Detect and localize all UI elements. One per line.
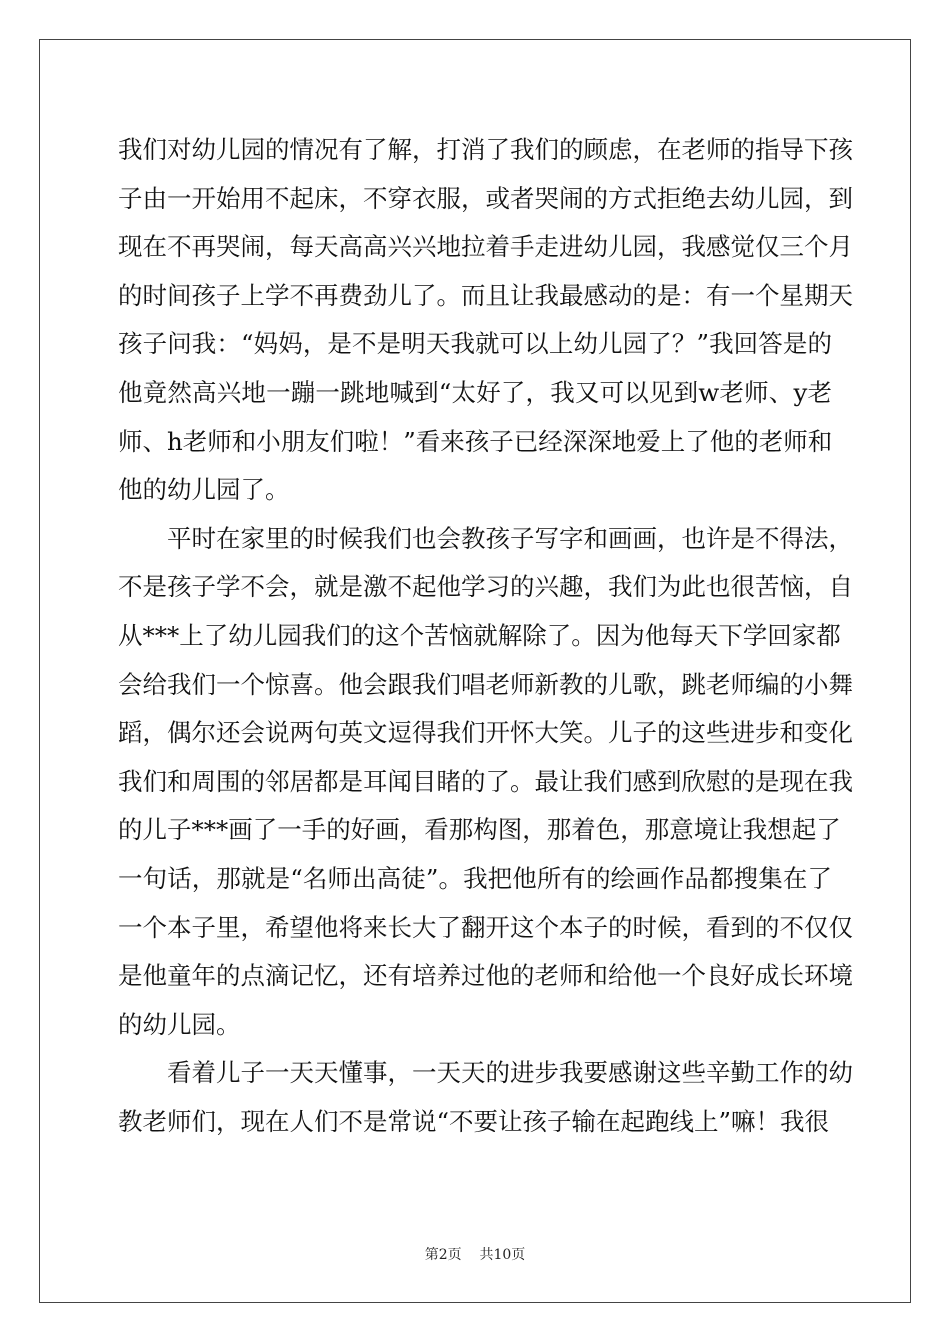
text-line: 会给我们一个惊喜。他会跟我们唱老师新教的儿歌，跳老师编的小舞 (118, 669, 853, 699)
text-line: 看着儿子一天天懂事，一天天的进步我要感谢这些辛勤工作的幼 (167, 1058, 853, 1088)
text-line: 一句话，那就是“名师出高徒”。我把他所有的绘画作品都搜集在了 (118, 863, 832, 893)
text-line: 师、h老师和小朋友们啦！”看来孩子已经深深地爱上了他的老师和 (118, 426, 833, 456)
text-line: 的幼儿园。 (118, 1009, 241, 1039)
page-footer (0, 1244, 950, 1264)
text-line: 的时间孩子上学不再费劲儿了。而且让我最感动的是：有一个星期天 (118, 280, 853, 310)
text-line: 蹈，偶尔还会说两句英文逗得我们开怀大笑。儿子的这些进步和变化 (118, 718, 853, 748)
text-line: 教老师们，现在人们不是常说“不要让孩子输在起跑线上”嘛！我很 (118, 1106, 830, 1136)
text-line: 现在不再哭闹，每天高高兴兴地拉着手走进幼儿园，我感觉仅三个月 (118, 232, 853, 262)
paragraph (118, 515, 853, 1050)
text-line: 他竟然高兴地一蹦一跳地喊到“太好了，我又可以见到w老师、y老 (118, 377, 832, 407)
text-line: 一个本子里，希望他将来长大了翻开这个本子的时候，看到的不仅仅 (118, 912, 853, 942)
text-line: 我们对幼儿园的情况有了解，打消了我们的顾虑，在老师的指导下孩 (118, 135, 853, 164)
text-line: 是他童年的点滴记忆，还有培养过他的老师和给他一个良好成长环境 (118, 961, 853, 991)
paragraph (118, 126, 853, 515)
page-total: 共10页 (479, 1247, 526, 1263)
text-line: 平时在家里的时候我们也会教孩子写字和画画，也许是不得法， (167, 523, 853, 553)
text-line: 子由一开始用不起床，不穿衣服，或者哭闹的方式拒绝去幼儿园，到 (118, 183, 853, 213)
text-line: 孩子问我：“妈妈，是不是明天我就可以上幼儿园了？”我回答是的 (118, 329, 832, 359)
text-line: 的儿子***画了一手的好画，看那构图，那着色，那意境让我想起了 (118, 815, 841, 845)
text-line: 他的幼儿园了。 (118, 475, 290, 505)
paragraph (118, 1049, 853, 1146)
text-line: 不是孩子学不会，就是激不起他学习的兴趣，我们为此也很苦恼，自 (118, 572, 853, 602)
text-line: 我们和周围的邻居都是耳闻目睹的了。最让我们感到欣慰的是现在我 (118, 766, 853, 796)
document-body (118, 126, 853, 1146)
text-line: 从***上了幼儿园我们的这个苦恼就解除了。因为他每天下学回家都 (118, 620, 841, 650)
page-number: 第2页 (424, 1247, 462, 1263)
